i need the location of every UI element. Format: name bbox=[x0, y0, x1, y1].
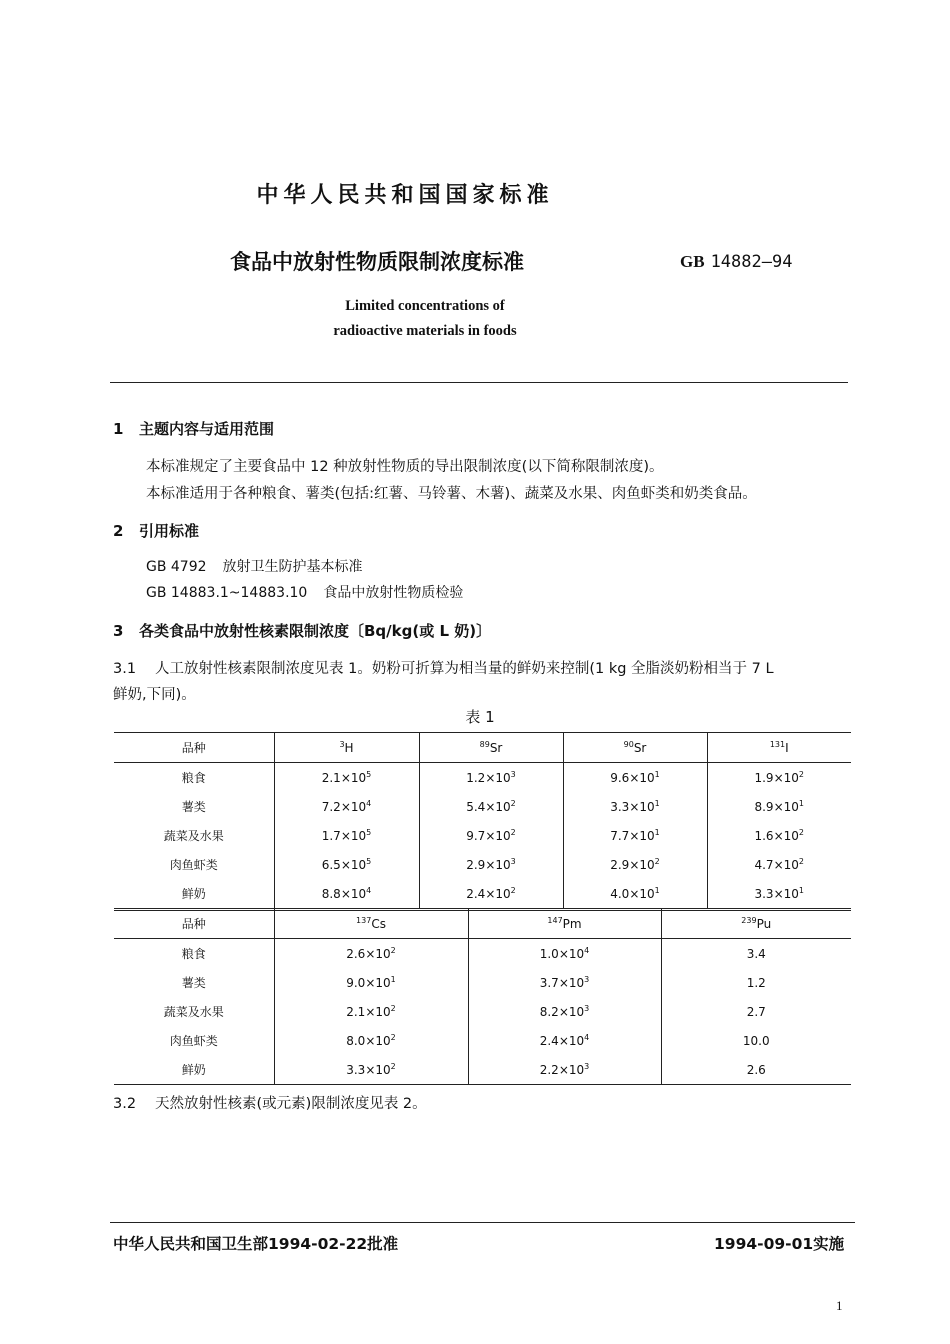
value-exponent: 2 bbox=[390, 946, 396, 955]
clause-3-2 bbox=[113, 1092, 427, 1113]
table-row bbox=[114, 850, 851, 879]
value-cell bbox=[274, 1026, 468, 1055]
section-3-heading bbox=[113, 620, 491, 641]
value-mantissa: 2.1×10 bbox=[321, 771, 367, 785]
reference-title: 食品中放射性物质检验 bbox=[323, 585, 464, 601]
value-mantissa: 2.9×10 bbox=[610, 858, 655, 872]
variety-cell: 薯类 bbox=[181, 800, 206, 814]
mass-number: 147 bbox=[547, 916, 563, 925]
column-header-nuclide bbox=[707, 733, 851, 763]
table-1-caption: 表 1 bbox=[465, 708, 495, 726]
value-mantissa: 1.7×10 bbox=[321, 829, 367, 843]
reference-item bbox=[146, 556, 363, 576]
value-exponent: 1 bbox=[654, 799, 660, 808]
variety-cell: 肉鱼虾类 bbox=[169, 1034, 218, 1048]
value-mantissa: 1.6×10 bbox=[754, 829, 799, 843]
value-mantissa: 8.8×10 bbox=[321, 887, 367, 901]
value-cell bbox=[274, 850, 419, 879]
value-mantissa: 9.6×10 bbox=[610, 771, 655, 785]
clause-3-1-line-1 bbox=[113, 657, 774, 678]
value-exponent: 5 bbox=[366, 828, 372, 837]
value-exponent: 5 bbox=[366, 857, 372, 866]
reference-code: GB 4792 bbox=[146, 559, 207, 575]
document-title: 食品中放射性物质限制浓度标准 bbox=[230, 250, 524, 274]
value-mantissa: 2.4×10 bbox=[466, 887, 511, 901]
value-exponent: 1 bbox=[798, 799, 804, 808]
table-row bbox=[114, 821, 851, 850]
section-1-paragraph-1: 本标准规定了主要食品中 12 种放射性物质的导出限制浓度(以下简称限制浓度)。 bbox=[146, 459, 664, 475]
value-cell bbox=[661, 968, 851, 997]
table-header-row bbox=[114, 733, 851, 763]
variety-cell: 薯类 bbox=[181, 976, 206, 990]
value-mantissa: 3.4 bbox=[746, 946, 766, 961]
value-cell bbox=[707, 821, 851, 850]
value-exponent: 3 bbox=[510, 770, 516, 779]
value-cell bbox=[661, 997, 851, 1026]
value-cell bbox=[661, 1026, 851, 1055]
value-mantissa: 1.2×10 bbox=[466, 771, 511, 785]
value-cell bbox=[274, 968, 468, 997]
mass-number: 137 bbox=[356, 916, 372, 925]
value-cell bbox=[468, 968, 661, 997]
column-header-nuclide bbox=[468, 909, 661, 939]
value-mantissa: 7.2×10 bbox=[321, 800, 367, 814]
value-mantissa: 2.6×10 bbox=[346, 947, 391, 961]
clause-number: 3.2 bbox=[113, 1096, 137, 1112]
element-symbol: Sr bbox=[489, 741, 503, 755]
value-mantissa: 3.3×10 bbox=[610, 800, 655, 814]
variety-cell: 鲜奶 bbox=[181, 887, 206, 901]
value-cell bbox=[563, 850, 707, 879]
value-mantissa: 2.7 bbox=[746, 1004, 766, 1019]
value-mantissa: 5.4×10 bbox=[466, 800, 511, 814]
value-exponent: 2 bbox=[510, 799, 516, 808]
column-header-variety: 品种 bbox=[114, 909, 274, 939]
column-header-nuclide bbox=[274, 733, 419, 763]
value-mantissa: 3.3×10 bbox=[346, 1063, 391, 1077]
variety-cell: 肉鱼虾类 bbox=[169, 858, 218, 872]
value-exponent: 2 bbox=[390, 1033, 396, 1042]
value-cell bbox=[419, 850, 563, 879]
value-exponent: 3 bbox=[584, 975, 590, 984]
value-exponent: 1 bbox=[654, 828, 660, 837]
section-title: 引用标准 bbox=[139, 522, 200, 540]
value-cell bbox=[661, 939, 851, 969]
standard-code-prefix: GB bbox=[680, 252, 705, 271]
value-cell bbox=[707, 879, 851, 910]
table-row bbox=[114, 1026, 851, 1055]
value-cell bbox=[274, 763, 419, 793]
mass-number: 131 bbox=[769, 740, 786, 749]
value-cell bbox=[274, 792, 419, 821]
value-mantissa: 3.3×10 bbox=[754, 887, 799, 901]
table-header-row bbox=[114, 909, 851, 939]
mass-number: 89 bbox=[479, 740, 490, 749]
clause-number: 3.1 bbox=[113, 661, 137, 677]
value-exponent: 2 bbox=[510, 828, 516, 837]
value-mantissa: 2.1×10 bbox=[346, 1005, 391, 1019]
element-symbol: Sr bbox=[633, 741, 647, 755]
element-symbol: Pu bbox=[756, 917, 772, 931]
table-row bbox=[114, 763, 851, 793]
section-2-heading bbox=[113, 520, 199, 541]
reference-item bbox=[146, 582, 463, 602]
value-mantissa: 2.6 bbox=[746, 1062, 766, 1077]
value-exponent: 2 bbox=[510, 886, 516, 895]
section-1-heading bbox=[113, 418, 274, 439]
value-mantissa: 1.2 bbox=[746, 975, 766, 990]
value-cell bbox=[274, 939, 468, 969]
value-exponent: 1 bbox=[654, 770, 660, 779]
value-exponent: 4 bbox=[366, 886, 372, 895]
clause-text: 人工放射性核素限制浓度见表 1。奶粉可折算为相当量的鲜奶来控制(1 kg 全脂淡奶粉相当于 7 L bbox=[155, 661, 774, 677]
section-number: 1 bbox=[113, 420, 124, 438]
column-header-nuclide bbox=[563, 733, 707, 763]
element-symbol: I bbox=[785, 741, 789, 755]
value-exponent: 2 bbox=[390, 1004, 396, 1013]
value-cell bbox=[419, 792, 563, 821]
value-cell bbox=[419, 821, 563, 850]
value-cell bbox=[274, 1055, 468, 1085]
value-cell bbox=[468, 1026, 661, 1055]
english-title-line-1: Limited concentrations of bbox=[345, 298, 505, 314]
table-row bbox=[114, 1055, 851, 1085]
value-cell bbox=[468, 997, 661, 1026]
variety-cell: 蔬菜及水果 bbox=[163, 829, 224, 843]
variety-cell: 粮食 bbox=[181, 947, 206, 961]
value-cell bbox=[661, 1055, 851, 1085]
value-mantissa: 3.7×10 bbox=[539, 976, 585, 990]
header-rule bbox=[110, 382, 848, 383]
value-mantissa: 8.0×10 bbox=[346, 1034, 391, 1048]
value-cell bbox=[468, 939, 661, 969]
table-row bbox=[114, 997, 851, 1026]
value-exponent: 4 bbox=[584, 946, 590, 955]
value-cell bbox=[563, 763, 707, 793]
page-number: 1 bbox=[836, 1298, 843, 1313]
value-cell bbox=[274, 997, 468, 1026]
value-cell bbox=[274, 821, 419, 850]
footer-rule bbox=[110, 1222, 855, 1223]
value-cell bbox=[563, 792, 707, 821]
clause-text: 天然放射性核素(或元素)限制浓度见表 2。 bbox=[155, 1096, 427, 1112]
value-mantissa: 10.0 bbox=[742, 1033, 770, 1048]
value-cell bbox=[563, 879, 707, 910]
value-exponent: 1 bbox=[390, 975, 396, 984]
value-cell bbox=[468, 1055, 661, 1085]
approval-line: 中华人民共和国卫生部1994-02-22批准 bbox=[113, 1235, 399, 1253]
value-exponent: 3 bbox=[584, 1004, 590, 1013]
value-exponent: 2 bbox=[798, 857, 804, 866]
value-mantissa: 2.9×10 bbox=[466, 858, 511, 872]
variety-cell: 粮食 bbox=[181, 771, 206, 785]
section-title: 各类食品中放射性核素限制浓度〔Bq/kg(或 L 奶)〕 bbox=[139, 622, 492, 640]
section-number: 3 bbox=[113, 622, 124, 640]
mass-number: 3 bbox=[339, 740, 345, 749]
value-mantissa: 4.7×10 bbox=[754, 858, 799, 872]
element-symbol: H bbox=[344, 741, 354, 755]
value-mantissa: 1.9×10 bbox=[754, 771, 799, 785]
table-1-part-2 bbox=[114, 909, 851, 1085]
value-cell bbox=[563, 821, 707, 850]
value-exponent: 3 bbox=[510, 857, 516, 866]
column-header-nuclide bbox=[419, 733, 563, 763]
value-mantissa: 2.4×10 bbox=[539, 1034, 585, 1048]
section-1-paragraph-2: 本标准适用于各种粮食、薯类(包括:红薯、马铃薯、木薯)、蔬菜及水果、肉鱼虾类和奶类食品。 bbox=[146, 486, 757, 502]
table-row bbox=[114, 792, 851, 821]
value-cell bbox=[707, 792, 851, 821]
element-symbol: Pm bbox=[562, 917, 582, 931]
english-title-line-2: radioactive materials in foods bbox=[333, 323, 517, 339]
value-mantissa: 6.5×10 bbox=[321, 858, 367, 872]
table-row bbox=[114, 939, 851, 969]
value-mantissa: 9.7×10 bbox=[466, 829, 511, 843]
value-exponent: 2 bbox=[654, 857, 660, 866]
section-title: 主题内容与适用范围 bbox=[139, 420, 275, 438]
variety-cell: 鲜奶 bbox=[181, 1063, 206, 1077]
value-exponent: 5 bbox=[366, 770, 372, 779]
implementation-date: 1994-09-01实施 bbox=[714, 1235, 845, 1253]
value-exponent: 2 bbox=[798, 828, 804, 837]
national-standard-heading: 中华人民共和国国家标准 bbox=[256, 183, 554, 208]
value-cell bbox=[419, 763, 563, 793]
value-cell bbox=[419, 879, 563, 910]
value-cell bbox=[707, 763, 851, 793]
value-mantissa: 8.9×10 bbox=[754, 800, 799, 814]
value-mantissa: 2.2×10 bbox=[539, 1063, 585, 1077]
value-mantissa: 8.2×10 bbox=[539, 1005, 585, 1019]
value-mantissa: 1.0×10 bbox=[539, 947, 585, 961]
value-exponent: 1 bbox=[654, 886, 660, 895]
value-exponent: 1 bbox=[798, 886, 804, 895]
value-exponent: 3 bbox=[584, 1062, 590, 1071]
mass-number: 90 bbox=[623, 740, 634, 749]
table-row bbox=[114, 879, 851, 910]
reference-code: GB 14883.1~14883.10 bbox=[146, 585, 308, 601]
reference-title: 放射卫生防护基本标准 bbox=[222, 559, 363, 575]
column-header-nuclide bbox=[661, 909, 851, 939]
column-header-variety: 品种 bbox=[114, 733, 274, 763]
value-mantissa: 9.0×10 bbox=[346, 976, 391, 990]
column-header-nuclide bbox=[274, 909, 468, 939]
value-exponent: 2 bbox=[798, 770, 804, 779]
value-exponent: 4 bbox=[584, 1033, 590, 1042]
section-number: 2 bbox=[113, 522, 124, 540]
table-row bbox=[114, 968, 851, 997]
table-1-part-1 bbox=[114, 732, 851, 911]
variety-cell: 蔬菜及水果 bbox=[163, 1005, 224, 1019]
mass-number: 239 bbox=[741, 916, 757, 925]
value-mantissa: 7.7×10 bbox=[610, 829, 655, 843]
element-symbol: Cs bbox=[371, 917, 386, 931]
value-cell bbox=[707, 850, 851, 879]
value-exponent: 2 bbox=[390, 1062, 396, 1071]
standard-code-number: 14882—94 bbox=[710, 252, 793, 272]
value-cell bbox=[274, 879, 419, 910]
clause-3-1-line-2: 鲜奶,下同)。 bbox=[113, 687, 196, 703]
value-exponent: 4 bbox=[366, 799, 372, 808]
standard-code bbox=[680, 252, 792, 272]
value-mantissa: 4.0×10 bbox=[610, 887, 655, 901]
